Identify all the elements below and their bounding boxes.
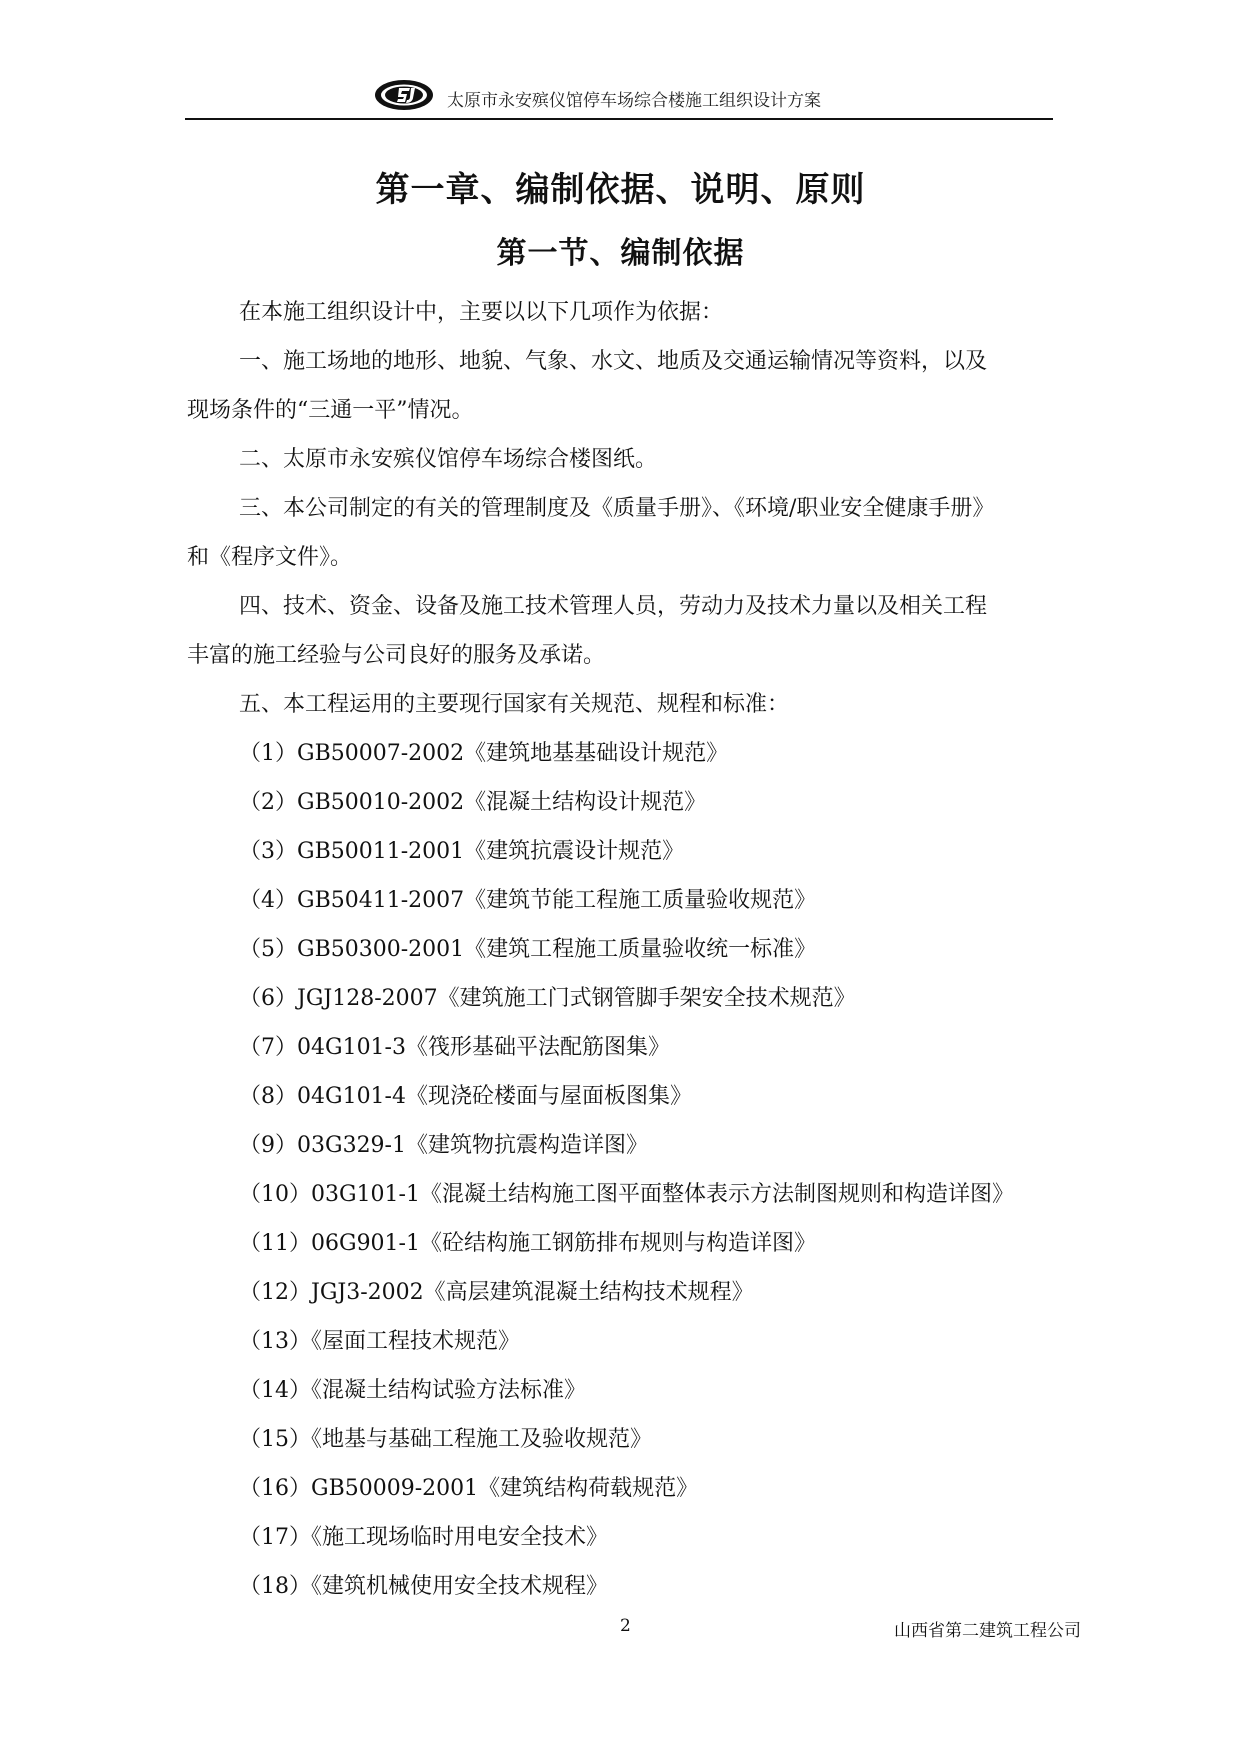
reference-item-12: （12）JGJ3-2002《高层建筑混凝土结构技术规程》 [239,1280,754,1305]
basis-item-3-line-2: 和《程序文件》。 [187,545,353,570]
reference-item-7: （7）04G101-3《筏形基础平法配筋图集》 [239,1035,670,1060]
basis-item-1-line-2: 现场条件的“三通一平”情况。 [187,398,474,423]
reference-item-4: （4）GB50411-2007《建筑节能工程施工质量验收规范》 [239,888,817,913]
section-title: 第一节、编制依据 [496,236,745,271]
reference-item-3: （3）GB50011-2001《建筑抗震设计规范》 [239,839,685,864]
basis-item-4-line-2: 丰富的施工经验与公司良好的服务及承诺。 [187,643,606,668]
reference-item-18: （18）《建筑机械使用安全技术规程》 [239,1574,608,1599]
reference-item-9: （9）03G329-1《建筑物抗震构造详图》 [239,1133,648,1158]
reference-item-11: （11）06G901-1《砼结构施工钢筋排布规则与构造详图》 [239,1231,816,1256]
reference-item-14: （14）《混凝土结构试验方法标准》 [239,1378,586,1403]
basis-item-3-line-1: 三、本公司制定的有关的管理制度及《质量手册》、《环境/职业安全健康手册》 [239,496,995,521]
reference-item-2: （2）GB50010-2002《混凝土结构设计规范》 [239,790,707,815]
chapter-title: 第一章、编制依据、说明、原则 [375,170,866,210]
reference-item-16: （16）GB50009-2001《建筑结构荷载规范》 [239,1476,699,1501]
basis-item-5: 五、本工程运用的主要现行国家有关规范、规程和标准： [239,692,790,717]
footer-company-name: 山西省第二建筑工程公司 [894,1621,1081,1641]
basis-item-2: 二、太原市永安殡仪馆停车场综合楼图纸。 [239,447,658,472]
reference-item-5: （5）GB50300-2001《建筑工程施工质量验收统一标准》 [239,937,817,962]
document-body [187,288,1093,1611]
reference-item-13: （13）《屋面工程技术规范》 [239,1329,520,1354]
reference-item-8: （8）04G101-4《现浇砼楼面与屋面板图集》 [239,1084,692,1109]
reference-item-6: （6）JGJ128-2007《建筑施工门式钢管脚手架安全技术规范》 [239,986,856,1011]
company-logo-icon [373,78,435,112]
header-title: 太原市永安殡仪馆停车场综合楼施工组织设计方案 [447,91,821,111]
page-number: 2 [620,1616,631,1636]
reference-item-1: （1）GB50007-2002《建筑地基基础设计规范》 [239,741,729,766]
reference-item-15: （15）《地基与基础工程施工及验收规范》 [239,1427,652,1452]
reference-item-10: （10）03G101-1《混凝土结构施工图平面整体表示方法制图规则和构造详图》 [239,1182,1014,1207]
basis-item-1-line-1: 一、施工场地的地形、地貌、气象、水文、地质及交通运输情况等资料，以及 [239,349,988,374]
intro-paragraph: 在本施工组织设计中，主要以以下几项作为依据： [239,300,724,325]
basis-item-4-line-1: 四、技术、资金、设备及施工技术管理人员，劳动力及技术力量以及相关工程 [239,594,988,619]
page-header [185,78,1053,120]
reference-item-17: （17）《施工现场临时用电安全技术》 [239,1525,608,1550]
